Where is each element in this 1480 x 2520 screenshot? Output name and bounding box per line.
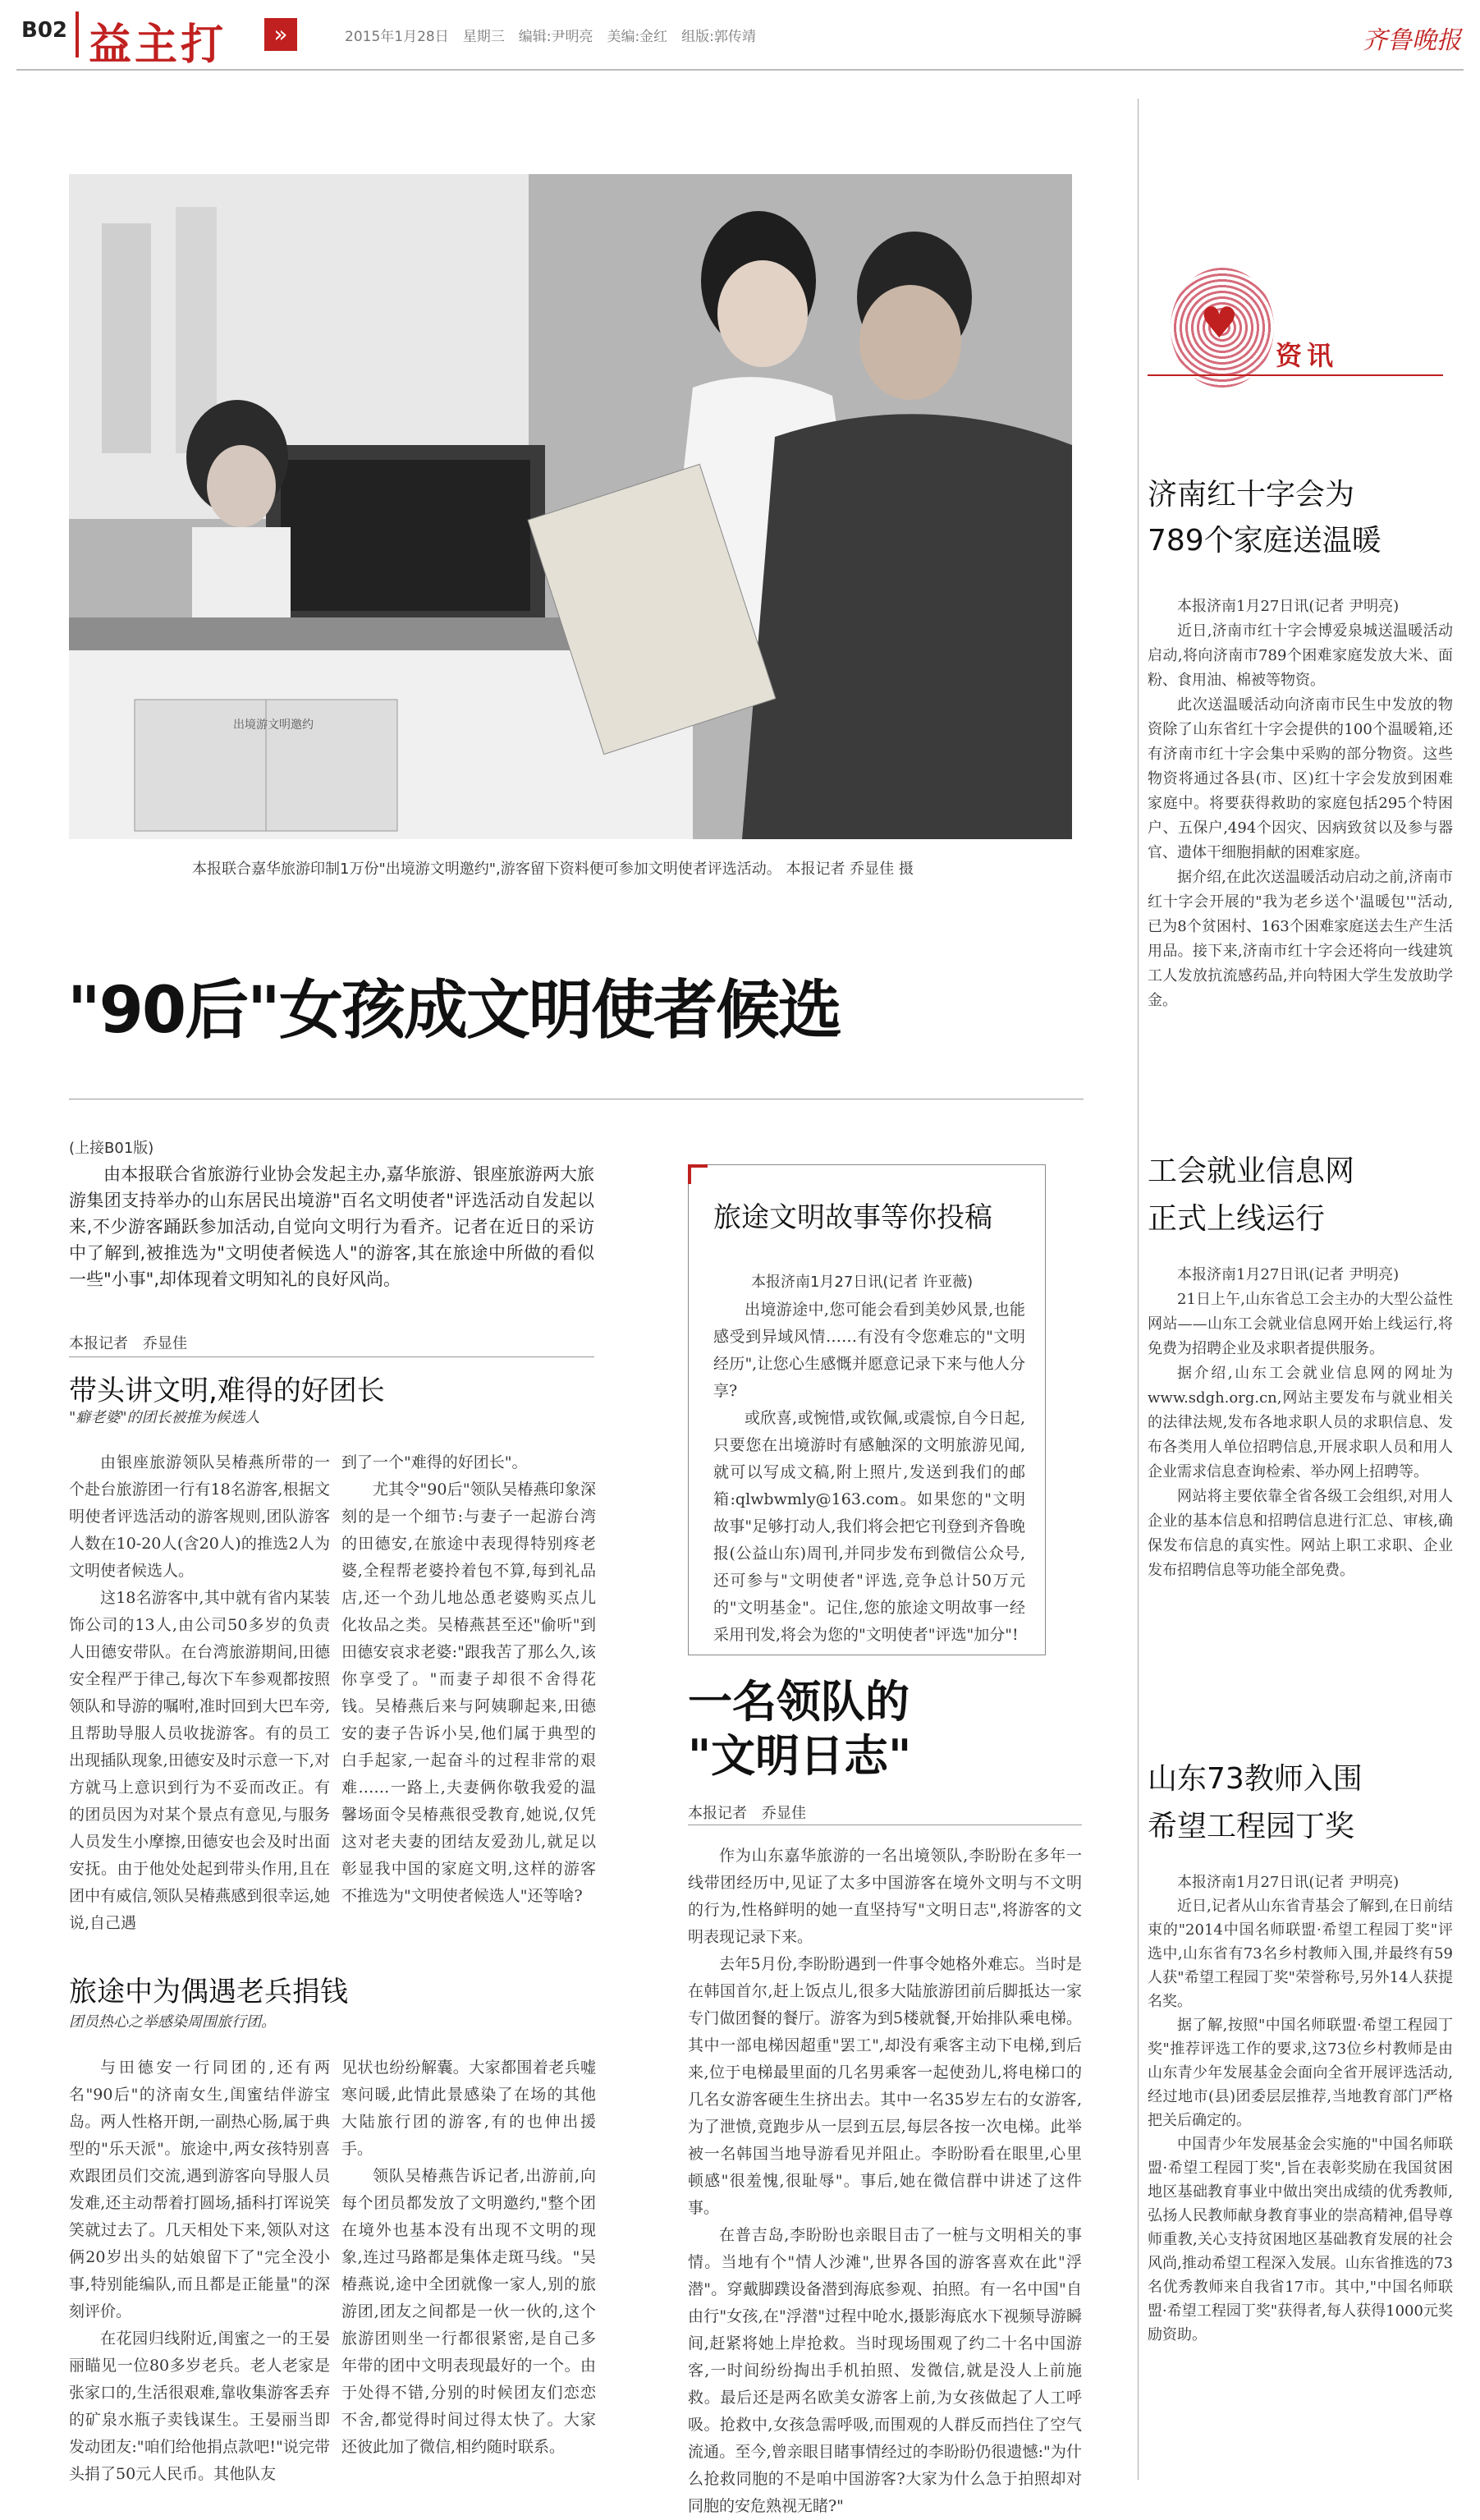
diary-title-line-2: "文明日志": [688, 1730, 912, 1782]
news-1-body: [1148, 594, 1453, 1013]
paragraph: 或欣喜,或惋惜,或钦佩,或震惊,自今日起,只要您在出境游时有感触深的文明旅游见闻,就可以写成文稿,附上照片,发送到我们的邮箱:qlwbwmly@163.com。如果您的"文明故事"足够打动人,我们将会把它刊登到齐鲁晚报(公益山东)周刊,并同步发布到微信公众号,还可参与"文明使者"评选,竞争总计50万元的"文明基金"。记住,您的旅途文明故事一经采用刊发,将会为您的"文明使者"评选"加分"!: [713, 1409, 1025, 1644]
main-photo: [69, 174, 1072, 839]
news-3-title-line-1: 山东73教师入围: [1148, 1762, 1363, 1796]
sub1-column-2: [341, 1449, 596, 1910]
paragraph: 此次送温暖活动向济南市民生中发放的物资除了山东省红十字会提供的100个温暖箱,还有济南市红十字会集中采购的部分物资。这些物资将通过各县(市、区)红十字会发放到困难家庭中。将要获得救助的家庭包括295个特困户、五保户,494个因灾、因病致贫以及参与器官、遗体干细胞捐献的困难家庭。: [1148, 696, 1453, 861]
masthead-logo: 齐鲁晚报: [1363, 26, 1461, 55]
lead-paragraph: 由本报联合省旅游行业协会发起主办,嘉华旅游、银座旅游两大旅游集团支持举办的山东居民出境游"百名文明使者"评选活动自发起以来,不少游客踊跃参加活动,自觉向文明行为看齐。记者在近日的采访中了解到,被推选为"文明使者候选人"的游客,其在旅途中所做的看似一些"小事",却体现着文明知礼的良好风尚。: [69, 1164, 594, 1289]
sub1-subtitle: "癖老婆"的团长被推为候选人: [69, 1409, 260, 1426]
paragraph: 与田德安一行同团的,还有两名"90后"的济南女生,闺蜜结伴游宝岛。两人性格开朗,一副热心肠,属于典型的"乐天派"。旅途中,两女孩特别喜欢跟团员们交流,遇到游客向导服人员发难,还主动帮着打圆场,插科打诨说笑笑就过去了。几天相处下来,领队对这俩20岁出头的姑娘留下了"完全没小事,特别能编队,而且都是正能量"的深刻评价。: [69, 2059, 330, 2320]
news-2-title-line-2: 正式上线运行: [1148, 1202, 1326, 1236]
box-corner: [688, 1164, 708, 1184]
paragraph: 在花园归线附近,闺蜜之一的王晏丽瞄见一位80多岁老兵。老人老家是张家口的,生活很艰难,靠收集游客丢弃的矿泉水瓶子卖钱谋生。王晏丽当即发动团友:"咱们给他捐点款吧!"说完带头捐了50元人民币。其他队友: [69, 2330, 330, 2483]
paragraph: 出境游途中,您可能会看到美妙风景,也能感受到异域风情……有没有令您难忘的"文明经历",让您心生感慨并愿意记录下来与他人分享?: [713, 1301, 1025, 1400]
paragraph: 在普吉岛,李盼盼也亲眼目击了一桩与文明相关的事情。当地有个"情人沙滩",世界各国的游客喜欢在此"浮潜"。穿戴脚蹼设备潜到海底参观、拍照。有一名中国"自由行"女孩,在"浮潜"过程中呛水,摄影海底水下视频导游瞬间,赶紧将她上岸抢救。当时现场围观了约二十名中国游客,一时间纷纷掏出手机拍照、发微信,就是没人上前施救。最后还是两名欧美女游客上前,为女孩做起了人工呼吸。抢救中,女孩急需呼吸,而围观的人群反而挡住了空气流通。至今,曾亲眼目睹事情经过的李盼盼仍很遗憾:"为什么抢救同胞的不是咱中国游客?大家为什么急于拍照却对同胞的安危熟视无睹?": [688, 2226, 1082, 2515]
tag-underline: [1148, 374, 1443, 376]
header-meta: 2015年1月28日 星期三 编辑:尹明亮 美编:金红 组版:郭传靖: [345, 29, 756, 45]
paragraph: 这18名游客中,其中就有省内某装饰公司的13人,由公司50多岁的负责人田德安带队。在台湾旅游期间,田德安全程严于律己,每次下车参观都按照领队和导游的嘱咐,准时回到大巴车旁,且帮助导服人员收拢游客。有的员工出现插队现象,田德安及时示意一下,对方就马上意识到行为不妥而改正。有的团员因为对某个景点有意见,与服务人员发生小摩擦,田德安也会及时出面安抚。由于他处处起到带头作用,且在团中有威信,领队吴椿燕感到很幸运,她说,自己遇: [69, 1589, 330, 1932]
paragraph: 作为山东嘉华旅游的一名出境领队,李盼盼在多年一线带团经历中,见证了太多中国游客在境外文明与不文明的行为,性格鲜明的她一直坚持写"文明日志",将游客的文明表现记录下来。: [688, 1847, 1082, 1946]
diary-body: [688, 1843, 1082, 2520]
news-tag: 资讯: [1276, 340, 1339, 371]
paragraph: 近日,济南市红十字会博爱泉城送温暖活动启动,将向济南市789个困难家庭发放大米、面粉、食用油、棉被等物资。: [1148, 622, 1453, 689]
sidebar-divider: [1138, 99, 1139, 2480]
news-3-byline: 本报济南1月27日讯(记者 尹明亮): [1177, 1874, 1400, 1891]
news-1-title-line-2: 789个家庭送温暖: [1148, 524, 1381, 558]
paragraph: 领队吴椿燕告诉记者,出游前,向每个团员都发放了文明邀约,"整个团在境外也基本没有出现不文明的现象,连过马路都是集体走斑马线。"吴椿燕说,途中全团就像一家人,别的旅游团,团友之间都是一伙一伙的,这个旅游团则坐一行都很紧密,是自己多年带的团中文明表现最好的一个。由于处得不错,分别的时候团友们恋恋不舍,都觉得时间过得太快了。大家还彼此加了微信,相约随时联系。: [341, 2167, 596, 2456]
header-bottom-rule: [16, 69, 1464, 71]
brochure-text: 出境游文明邀约: [233, 718, 314, 732]
sub2-title: 旅途中为偶遇老兵捐钱: [69, 1976, 348, 2008]
paragraph: 据了解,按照"中国名师联盟·希望工程园丁奖"推荐评选工作的要求,这73位乡村教师是由山东青少年发展基金会面向全省开展评选活动,经过地市(县)团委层层推荐,当地教育部门严格把关后确定的。: [1148, 2017, 1453, 2129]
news-3-title-line-2: 希望工程园丁奖: [1148, 1810, 1355, 1843]
submission-box: [688, 1164, 1046, 1655]
chevron-double-icon: »: [264, 18, 297, 51]
header-rule: [76, 11, 79, 57]
box-byline: 本报济南1月27日讯(记者 许亚薇): [751, 1274, 974, 1291]
sub1-column-1: [69, 1449, 330, 1937]
news-2-body: [1148, 1263, 1453, 1583]
paragraph: 尤其令"90后"领队吴椿燕印象深刻的是一个细节:与妻子一起游台湾的田德安,在旅途中表现得特别疼老婆,全程帮老婆拎着包不算,每到礼品店,还一个劲儿地怂恿老婆购买点儿化妆品之类。吴椿燕甚至还"偷听"到田德安哀求老婆:"跟我苦了那么久,该你享受了。"而妻子却很不舍得花钱。吴椿燕后来与阿姨聊起来,田德安的妻子告诉小吴,他们属于典型的白手起家,一起奋斗的过程非常的艰难……一路上,夫妻俩你敬我爱的温馨场面令吴椿燕很受教育,她说,仅凭这对老夫妻的团结友爱劲儿,就足以彰显我中国的家庭文明,这样的游客不推选为"文明使者候选人"还等啥?: [341, 1480, 596, 1905]
paragraph: 近日,记者从山东省青基会了解到,在日前结束的"2014中国名师联盟·希望工程园丁奖"评选中,山东省有73名乡村教师入围,并最终有59人获"希望工程园丁奖"荣誉称号,另外14人获提名奖。: [1148, 1898, 1453, 2010]
paragraph: 见状也纷纷解囊。大家都围着老兵嘘寒问暖,此情此景感染了在场的其他大陆旅行团的游客,有的也伸出援手。: [341, 2059, 596, 2158]
news-2-byline: 本报济南1月27日讯(记者 尹明亮): [1177, 1266, 1400, 1283]
heart-icon: ♥: [1200, 299, 1239, 348]
sub2-column-1: [69, 2054, 330, 2488]
paragraph: 去年5月份,李盼盼遇到一件事令她格外难忘。当时是在韩国首尔,赶上饭点儿,很多大陆旅游团前后脚抵达一家专门做团餐的餐厅。游客为到5楼就餐,开始排队乘电梯。其中一部电梯因超重"罢工",却没有乘客主动下电梯,到后来,位于电梯最里面的几名男乘客一起使劲儿,将电梯口的几名女游客硬生生挤出去。其中一名35岁左右的女游客,为了泄愤,竟跑步从一层到五层,每层各按一次电梯。此举被一名韩国当地导游看见并阻止。李盼盼看在眼里,心里顿感"很羞愧,很耻辱"。事后,她在微信群中讲述了这件事。: [688, 1955, 1082, 2217]
main-byline: 本报记者 乔显佳: [69, 1335, 187, 1352]
news-1-title-line-1: 济南红十字会为: [1148, 478, 1355, 512]
news-1-byline: 本报济南1月27日讯(记者 尹明亮): [1177, 598, 1400, 615]
sub1-title: 带头讲文明,难得的好团长: [69, 1375, 385, 1407]
sub2-column-2: [341, 2054, 596, 2461]
diary-title-line-1: 一名领队的: [688, 1676, 910, 1728]
news-3-body: [1148, 1870, 1453, 2347]
paragraph: 21日上午,山东省总工会主办的大型公益性网站——山东工会就业信息网开始上线运行,将免费为招聘企业及求职者提供服务。: [1148, 1291, 1453, 1357]
sub2-subtitle: 团员热心之举感染周围旅行团。: [69, 2013, 276, 2031]
paragraph: 据介绍,在此次送温暖活动启动之前,济南市红十字会开展的"我为老乡送个'温暖包'"活动,已为8个贫困村、163个困难家庭送去生产生活用品。接下来,济南市红十字会还将向一线建筑工人发放抗流感药品,并向特困大学生发放助学金。: [1148, 869, 1453, 1009]
fingerprint-icon: [1171, 268, 1274, 388]
section-name: 益主打: [89, 21, 227, 70]
box-title: 旅途文明故事等你投稿: [713, 1201, 992, 1234]
photo-caption: 本报联合嘉华旅游印制1万份"出境游文明邀约",游客留下资料便可参加文明使者评选活动。 本报记者 乔显佳 摄: [192, 861, 914, 878]
box-body: [713, 1297, 1025, 1649]
paragraph: 中国青少年发展基金会实施的"中国名师联盟·希望工程园丁奖",旨在表彰奖励在我国贫困地区基础教育事业中做出突出成绩的优秀教师,弘扬人民教师献身教育事业的崇高精神,倡导尊师重教,关心支持贫困地区基础教育发展的社会风尚,推动希望工程深入发展。山东省推选的73名优秀教师来自我省17市。其中,"中国名师联盟·希望工程园丁奖"获得者,每人获得1000元奖励资助。: [1148, 2136, 1453, 2343]
continued-note: (上接B01版): [69, 1140, 154, 1157]
paragraph: 由银座旅游领队吴椿燕所带的一个赴台旅游团一行有18名游客,根据文明使者评选活动的游客规则,团队游客人数在10-20人(含20人)的推选2人为文明使者候选人。: [69, 1453, 330, 1580]
diary-byline: 本报记者 乔显佳: [688, 1805, 806, 1822]
news-2-title-line-1: 工会就业信息网: [1148, 1154, 1355, 1188]
main-headline: "90后"女孩成文明使者候选: [67, 974, 841, 1048]
lead-rule: [69, 1356, 594, 1357]
paragraph: 网站将主要依靠全省各级工会组织,对用人企业的基本信息和招聘信息进行汇总、审核,确保发布信息的真实性。网站上职工求职、企业发布招聘信息等功能全部免费。: [1148, 1488, 1453, 1579]
paragraph: 到了一个"难得的好团长"。: [341, 1453, 528, 1471]
page-number: B02: [21, 18, 67, 43]
paragraph: 据介绍,山东工会就业信息网的网址为www.sdgh.org.cn,网站主要发布与就业相关的法律法规,发布各地求职人员的求职信息、发布各类用人单位招聘信息,开展求职人员和用人企业需求信息查询检索、举办网上招聘等。: [1148, 1365, 1453, 1480]
